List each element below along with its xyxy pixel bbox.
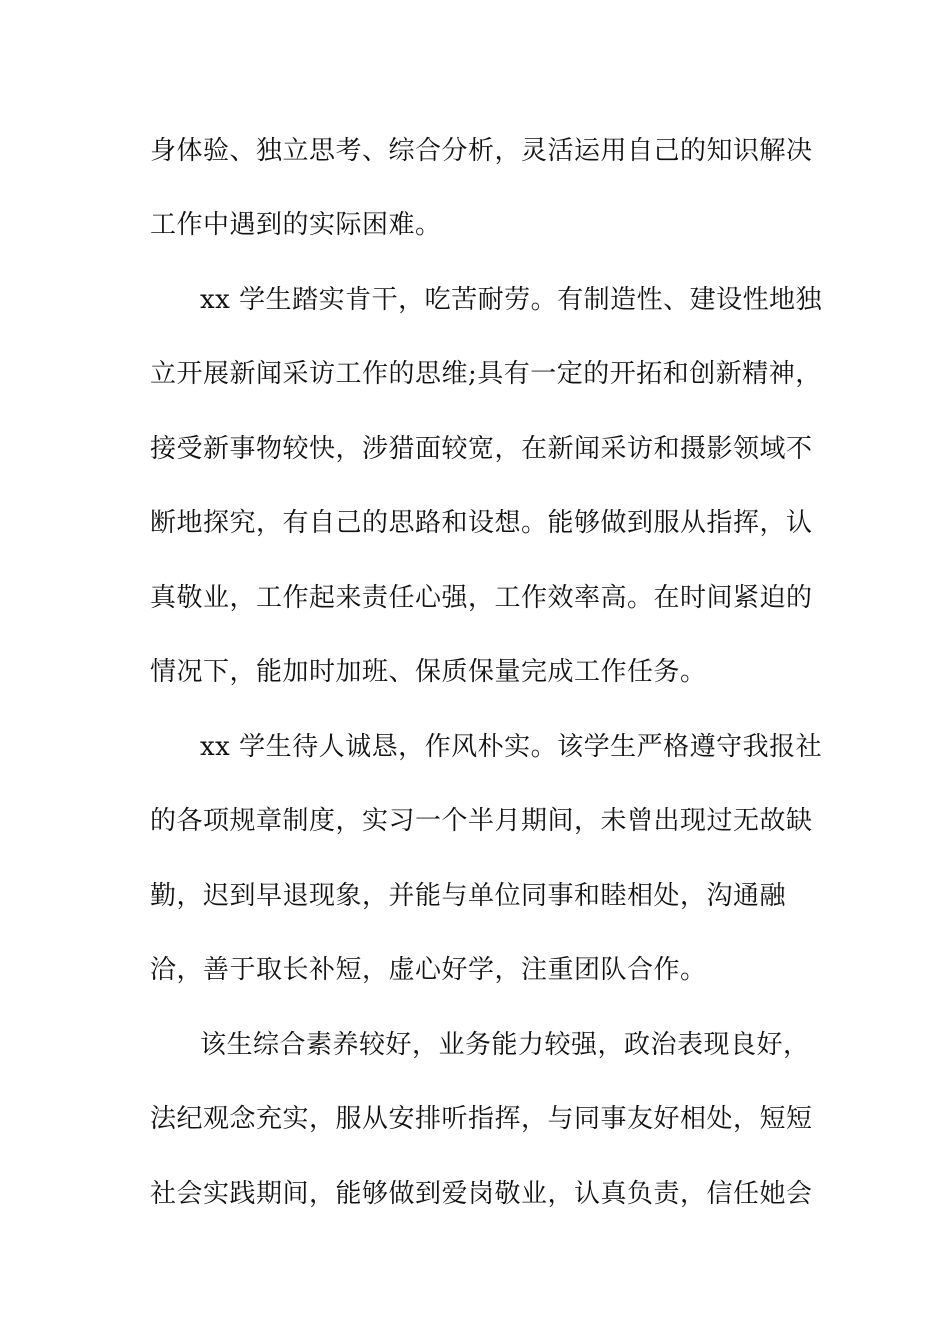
paragraph-first-line: 该生综合素养较好，业务能力较强，政治表现良好，	[200, 1030, 810, 1060]
text-line: 社会实践期间，能够做到爱岗敬业，认真负责，信任她会	[150, 1179, 813, 1209]
text-line: 情况下，能加时加班、保质保量完成工作任务。	[150, 657, 707, 687]
text-line: 接受新事物较快，涉猎面较宽，在新闻采访和摄影领域不	[150, 434, 813, 464]
text-line: 身体验、独立思考、综合分析，灵活运用自己的知识解决	[150, 136, 813, 166]
text-line: 洽，善于取长补短，虚心好学，注重团队合作。	[150, 955, 707, 985]
text-line: 勤，迟到早退现象，并能与单位同事和睦相处，沟通融	[150, 881, 787, 911]
text-line: 的各项规章制度，实习一个半月期间，未曾出现过无故缺	[150, 806, 813, 836]
text-line: 断地探究，有自己的思路和设想。能够做到服从指挥，认	[150, 508, 813, 538]
paragraph-first-line: xx 学生踏实肯干，吃苦耐劳。有制造性、建设性地独	[200, 285, 823, 315]
paragraph-first-line: xx 学生待人诚恳，作风朴实。该学生严格遵守我报社	[200, 732, 823, 762]
text-line: 立开展新闻采访工作的思维;具有一定的开拓和创新精神，	[150, 359, 822, 389]
text-line: 工作中遇到的实际困难。	[150, 210, 442, 240]
text-line: 法纪观念充实，服从安排听指挥，与同事友好相处，短短	[150, 1104, 813, 1134]
text-line: 真敬业，工作起来责任心强，工作效率高。在时间紧迫的	[150, 583, 813, 613]
